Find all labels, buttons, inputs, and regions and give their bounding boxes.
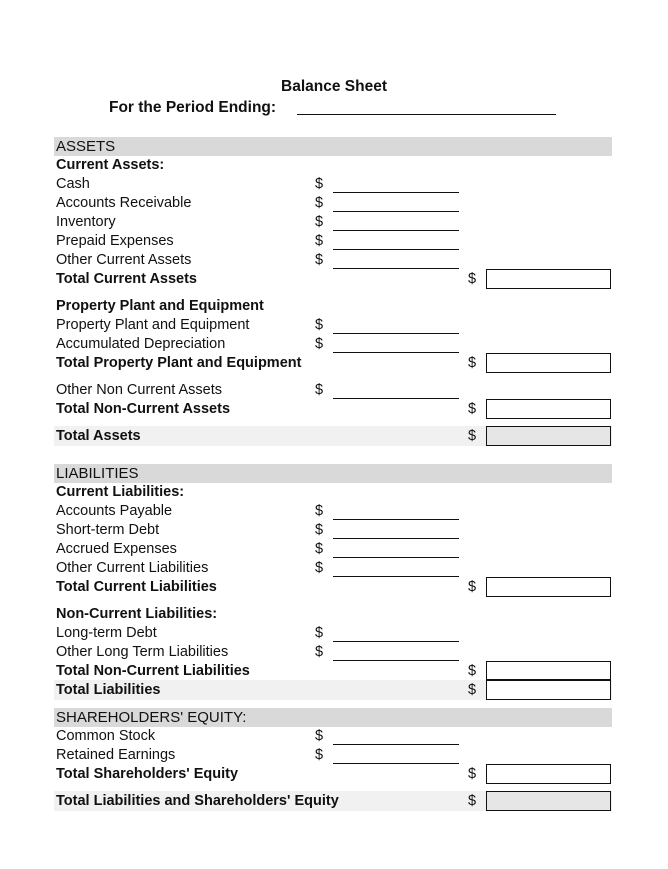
other-current-liabilities-input-line[interactable] <box>333 576 459 577</box>
cash-input-line[interactable] <box>333 192 459 193</box>
currency-symbol: $ <box>315 541 324 557</box>
period-label: For the Period Ending: <box>109 99 277 116</box>
line-label-accumulated-depreciation: Accumulated Depreciation <box>56 336 226 352</box>
total-current-liabilities-label: Total Current Liabilities <box>56 579 217 595</box>
accumulated-depreciation-input-line[interactable] <box>333 352 459 353</box>
line-label-accrued-expenses: Accrued Expenses <box>56 541 177 557</box>
currency-symbol: $ <box>315 747 324 763</box>
total-assets-box[interactable] <box>486 426 611 446</box>
total-current-assets-label: Total Current Assets <box>56 271 197 287</box>
long-term-debt-input-line[interactable] <box>333 641 459 642</box>
prepaid-expenses-input-line[interactable] <box>333 249 459 250</box>
total-non-current-assets-box[interactable] <box>486 399 611 419</box>
currency-symbol: $ <box>315 560 324 576</box>
total-non-current-liabilities-label: Total Non-Current Liabilities <box>56 663 250 679</box>
line-label-ppe: Property Plant and Equipment <box>56 317 250 333</box>
currency-symbol: $ <box>315 522 324 538</box>
line-label-cash: Cash <box>56 176 90 192</box>
equity-heading: SHAREHOLDERS' EQUITY: <box>54 708 612 727</box>
line-label-inventory: Inventory <box>56 214 116 230</box>
currency-symbol: $ <box>315 625 324 641</box>
ppe-input-line[interactable] <box>333 333 459 334</box>
non-current-liabilities-heading: Non-Current Liabilities: <box>56 606 218 622</box>
total-equity-label: Total Shareholders' Equity <box>56 766 239 782</box>
total-ppe-label: Total Property Plant and Equipment <box>56 355 302 371</box>
currency-symbol: $ <box>315 336 324 352</box>
currency-symbol: $ <box>315 195 324 211</box>
currency-symbol: $ <box>468 579 477 595</box>
line-label-other-current-assets: Other Current Assets <box>56 252 192 268</box>
currency-symbol: $ <box>468 271 477 287</box>
line-label-accounts-receivable: Accounts Receivable <box>56 195 192 211</box>
other-long-term-liabilities-input-line[interactable] <box>333 660 459 661</box>
document-title: Balance Sheet <box>281 78 387 95</box>
line-label-long-term-debt: Long-term Debt <box>56 625 157 641</box>
line-label-short-term-debt: Short-term Debt <box>56 522 160 538</box>
currency-symbol: $ <box>468 766 477 782</box>
currency-symbol: $ <box>315 176 324 192</box>
total-current-assets-box[interactable] <box>486 269 611 289</box>
total-equity-box[interactable] <box>486 764 611 784</box>
line-label-other-long-term-liabilities: Other Long Term Liabilities <box>56 644 229 660</box>
other-current-assets-input-line[interactable] <box>333 268 459 269</box>
total-liabilities-box[interactable] <box>486 680 611 700</box>
current-assets-heading: Current Assets: <box>56 157 165 173</box>
currency-symbol: $ <box>468 355 477 371</box>
line-label-other-current-liabilities: Other Current Liabilities <box>56 560 209 576</box>
total-current-liabilities-box[interactable] <box>486 577 611 597</box>
currency-symbol: $ <box>315 503 324 519</box>
currency-symbol: $ <box>315 214 324 230</box>
line-label-other-non-current-assets: Other Non Current Assets <box>56 382 223 398</box>
line-label-accounts-payable: Accounts Payable <box>56 503 173 519</box>
line-label-prepaid-expenses: Prepaid Expenses <box>56 233 174 249</box>
short-term-debt-input-line[interactable] <box>333 538 459 539</box>
common-stock-input-line[interactable] <box>333 744 459 745</box>
total-non-current-liabilities-box[interactable] <box>486 661 611 680</box>
total-non-current-assets-label: Total Non-Current Assets <box>56 401 231 417</box>
liabilities-heading: LIABILITIES <box>54 464 612 483</box>
ppe-heading: Property Plant and Equipment <box>56 298 264 314</box>
currency-symbol: $ <box>315 317 324 333</box>
currency-symbol: $ <box>468 793 477 809</box>
currency-symbol: $ <box>315 233 324 249</box>
grand-total-box[interactable] <box>486 791 611 811</box>
current-liabilities-heading: Current Liabilities: <box>56 484 185 500</box>
currency-symbol: $ <box>315 382 324 398</box>
total-assets-label: Total Assets <box>56 428 141 444</box>
currency-symbol: $ <box>468 401 477 417</box>
currency-symbol: $ <box>315 252 324 268</box>
currency-symbol: $ <box>468 682 477 698</box>
total-ppe-box[interactable] <box>486 353 611 373</box>
assets-heading: ASSETS <box>54 137 612 156</box>
accounts-payable-input-line[interactable] <box>333 519 459 520</box>
other-non-current-assets-input-line[interactable] <box>333 398 459 399</box>
accounts-receivable-input-line[interactable] <box>333 211 459 212</box>
currency-symbol: $ <box>468 428 477 444</box>
accrued-expenses-input-line[interactable] <box>333 557 459 558</box>
currency-symbol: $ <box>315 644 324 660</box>
total-liabilities-label: Total Liabilities <box>56 682 161 698</box>
currency-symbol: $ <box>468 663 477 679</box>
period-ending-field[interactable] <box>297 114 556 115</box>
currency-symbol: $ <box>315 728 324 744</box>
retained-earnings-input-line[interactable] <box>333 763 459 764</box>
inventory-input-line[interactable] <box>333 230 459 231</box>
line-label-retained-earnings: Retained Earnings <box>56 747 176 763</box>
grand-total-label: Total Liabilities and Shareholders' Equity <box>56 793 339 809</box>
line-label-common-stock: Common Stock <box>56 728 156 744</box>
